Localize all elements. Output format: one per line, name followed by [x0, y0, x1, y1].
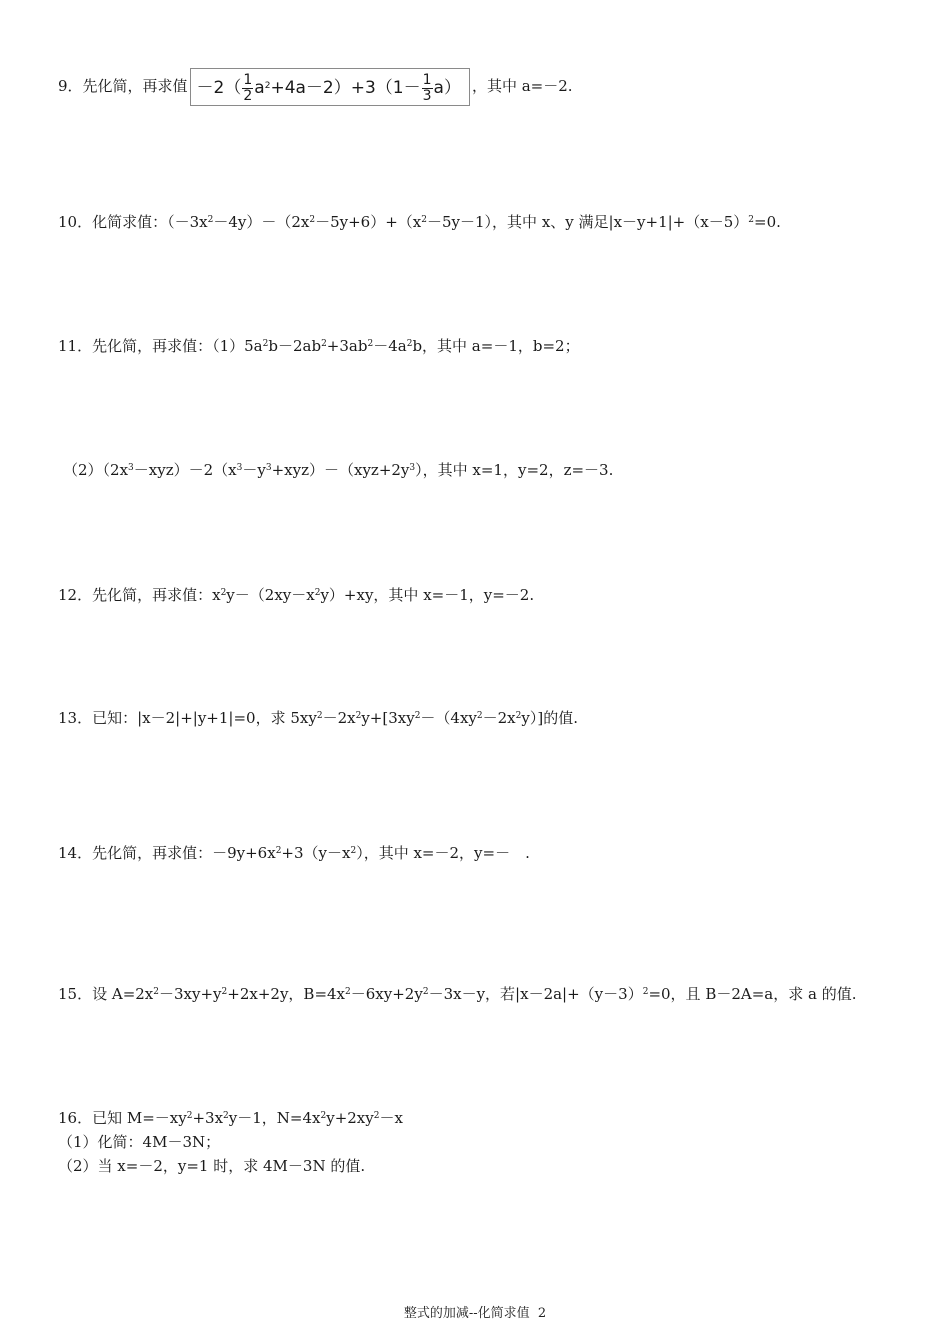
question-15: 15．设 $A=2x^2-3xy+y^2+2x+2y$，$B=4x^2-6xy+2y^2-3x-y$，若$|x-2a|+(y-3)^2=0$，且 B－2A=a，求 a 的值.: [58, 985, 857, 1003]
question-16-part-1: （1）化简：4M－3N；: [58, 1133, 221, 1151]
question-16-part-2: （2）当 x=－2，y=1 时，求 4M－3N 的值.: [58, 1157, 366, 1175]
q9-expression-image: －2（ $\frac{1}{2}$ $a^2+4a-2)+3(1-$ $\frac{1}{3}$ a）: [190, 68, 470, 106]
question-11-part-2: $(2)(2x^3-xyz)-2(x^3-y^3+xyz)-(xyz+2y^3)$，其中 x=1，y=2，z=－3.: [63, 461, 614, 479]
page-footer: [0, 1302, 950, 1321]
question-13: 13．已知：|x－2|+|y+1|=0，求 $5xy^2-2x^2y+[3xy^2-(4xy^2-2x^2y)]$的值.: [58, 709, 578, 727]
q9-suffix: ，其中 a=－2.: [471, 77, 573, 95]
fraction-one-half: $\frac{1}{2}$: [243, 71, 253, 104]
question-9: [58, 68, 573, 106]
q9-prefix: 9．先化简，再求值: [58, 77, 188, 95]
question-11-part-1: 11．先化简，再求值：$(1)5a^2b-2ab^2+3ab^2-4a^2b$，其中 a=－1，b=2；: [58, 337, 580, 355]
question-16: 16．已知 $M=-xy^2+3x^2y-1$，$N=4x^2y+2xy^2-x$: [58, 1109, 403, 1127]
question-12: 12．先化简，再求值：$x^2y-(2xy-x^2y)+xy$，其中 x=－1，y=－2.: [58, 586, 535, 604]
fraction-one-third: $\frac{1}{3}$: [422, 71, 432, 104]
question-14: 14．先化简，再求值：$-9y+6x^2+3(y-x^2)$，其中 x=－2，y=－ .: [58, 844, 530, 862]
page-number: 2: [537, 1306, 547, 1321]
footer-title: 整式的加减--化简求值: [403, 1306, 530, 1321]
question-10: 10．化简求值：$(-3x^2-4y)-(2x^2-5y+6)+(x^2-5y-1)$，其中 x、y 满足$|x-y+1|+(x-5)^2=0$.: [58, 213, 781, 231]
